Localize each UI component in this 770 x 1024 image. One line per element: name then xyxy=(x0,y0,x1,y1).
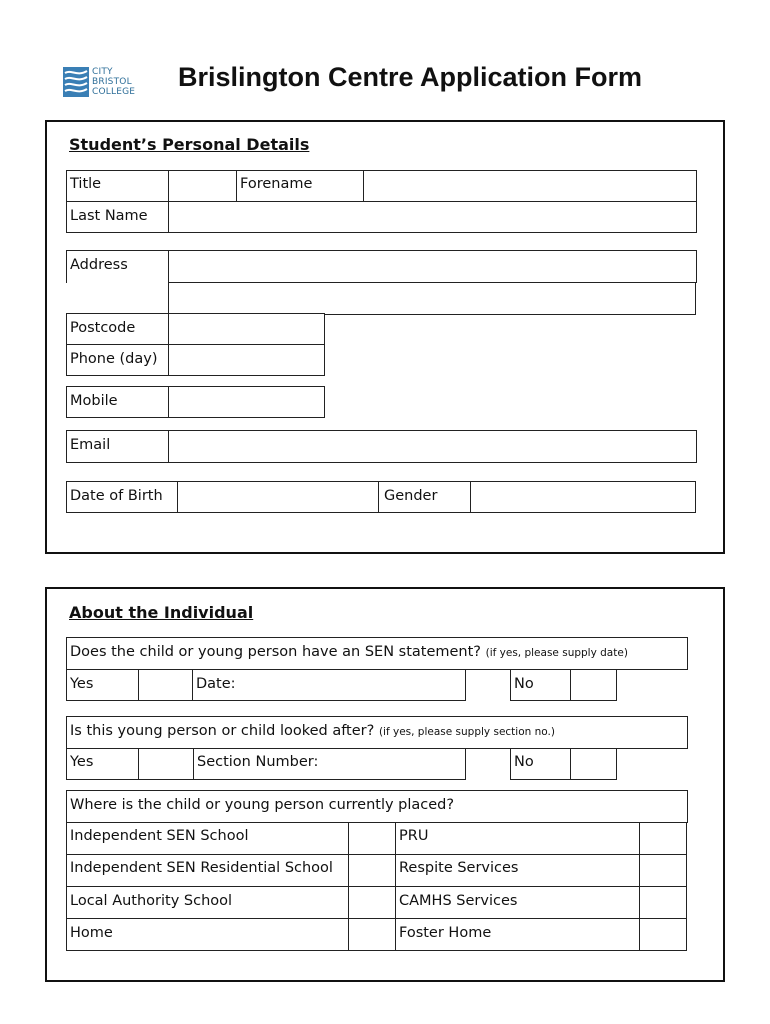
gender-input[interactable] xyxy=(470,481,696,513)
form-title: Brislington Centre Application Form xyxy=(178,62,643,92)
lastname-label: Last Name xyxy=(70,208,148,224)
phone-input[interactable] xyxy=(168,344,325,376)
placement-option-pru: PRU xyxy=(399,828,429,844)
la-section-label: Section Number: xyxy=(197,754,319,770)
college-logo xyxy=(63,66,143,100)
placement-option-home: Home xyxy=(70,925,113,941)
sen-date-label: Date: xyxy=(196,676,236,692)
title-input[interactable] xyxy=(168,170,237,202)
placement-option-independent-sen-residential: Independent SEN Residential School xyxy=(70,860,333,876)
forename-input[interactable] xyxy=(363,170,697,202)
placement-checkbox-pru[interactable] xyxy=(639,822,687,855)
mobile-label: Mobile xyxy=(70,393,118,409)
wave-icon xyxy=(63,67,89,97)
la-question xyxy=(70,724,555,739)
sen-no-label: No xyxy=(514,676,534,692)
address-label: Address xyxy=(70,257,128,273)
title-label: Title xyxy=(70,176,102,192)
about-individual-heading: About the Individual xyxy=(69,603,254,622)
placement-option-local-authority-school: Local Authority School xyxy=(70,893,233,909)
sen-question xyxy=(70,645,628,660)
mobile-input[interactable] xyxy=(168,386,325,418)
gender-label: Gender xyxy=(384,488,438,504)
address-line1-input[interactable] xyxy=(168,250,697,283)
placement-option-foster-home: Foster Home xyxy=(399,925,492,941)
sen-yes-label: Yes xyxy=(70,676,94,692)
sen-yes-checkbox[interactable] xyxy=(138,669,193,701)
placement-option-camhs-services: CAMHS Services xyxy=(399,893,518,909)
dob-input[interactable] xyxy=(177,481,379,513)
address-line2-input[interactable] xyxy=(168,282,696,315)
placement-option-independent-sen-school: Independent SEN School xyxy=(70,828,249,844)
forename-label: Forename xyxy=(240,176,313,192)
personal-details-heading: Student’s Personal Details xyxy=(69,135,310,154)
la-no-checkbox[interactable] xyxy=(570,748,617,780)
email-input[interactable] xyxy=(168,430,697,463)
placement-checkbox-independent-sen-residential[interactable] xyxy=(348,854,396,887)
lastname-input[interactable] xyxy=(168,201,697,233)
placement-row-1-right-cell xyxy=(395,822,640,855)
placement-checkbox-camhs-services[interactable] xyxy=(639,886,687,919)
placement-checkbox-foster-home[interactable] xyxy=(639,918,687,951)
placement-checkbox-independent-sen-school[interactable] xyxy=(348,822,396,855)
phone-label: Phone (day) xyxy=(70,351,158,367)
la-yes-label: Yes xyxy=(70,754,94,770)
placement-checkbox-local-authority-school[interactable] xyxy=(348,886,396,919)
la-question-hint: (if yes, please supply section no.) xyxy=(378,726,555,738)
placement-checkbox-home[interactable] xyxy=(348,918,396,951)
email-label: Email xyxy=(70,437,111,453)
sen-no-checkbox[interactable] xyxy=(570,669,617,701)
postcode-label: Postcode xyxy=(70,320,136,336)
placement-option-respite-services: Respite Services xyxy=(399,860,519,876)
la-question-text: Is this young person or child looked after? xyxy=(70,723,375,739)
la-yes-checkbox[interactable] xyxy=(138,748,194,780)
sen-question-text: Does the child or young person have an SEN statement? xyxy=(70,644,481,660)
sen-question-hint: (if yes, please supply date) xyxy=(485,647,628,659)
dob-label: Date of Birth xyxy=(70,488,163,504)
la-no-label: No xyxy=(514,754,534,770)
logo-line-1: CITY xyxy=(92,67,113,77)
logo-line-2: BRISTOL xyxy=(92,77,132,87)
logo-line-3: COLLEGE xyxy=(92,87,136,97)
placed-question: Where is the child or young person currently placed? xyxy=(70,797,455,813)
placement-checkbox-respite-services[interactable] xyxy=(639,854,687,887)
postcode-input[interactable] xyxy=(168,313,325,345)
